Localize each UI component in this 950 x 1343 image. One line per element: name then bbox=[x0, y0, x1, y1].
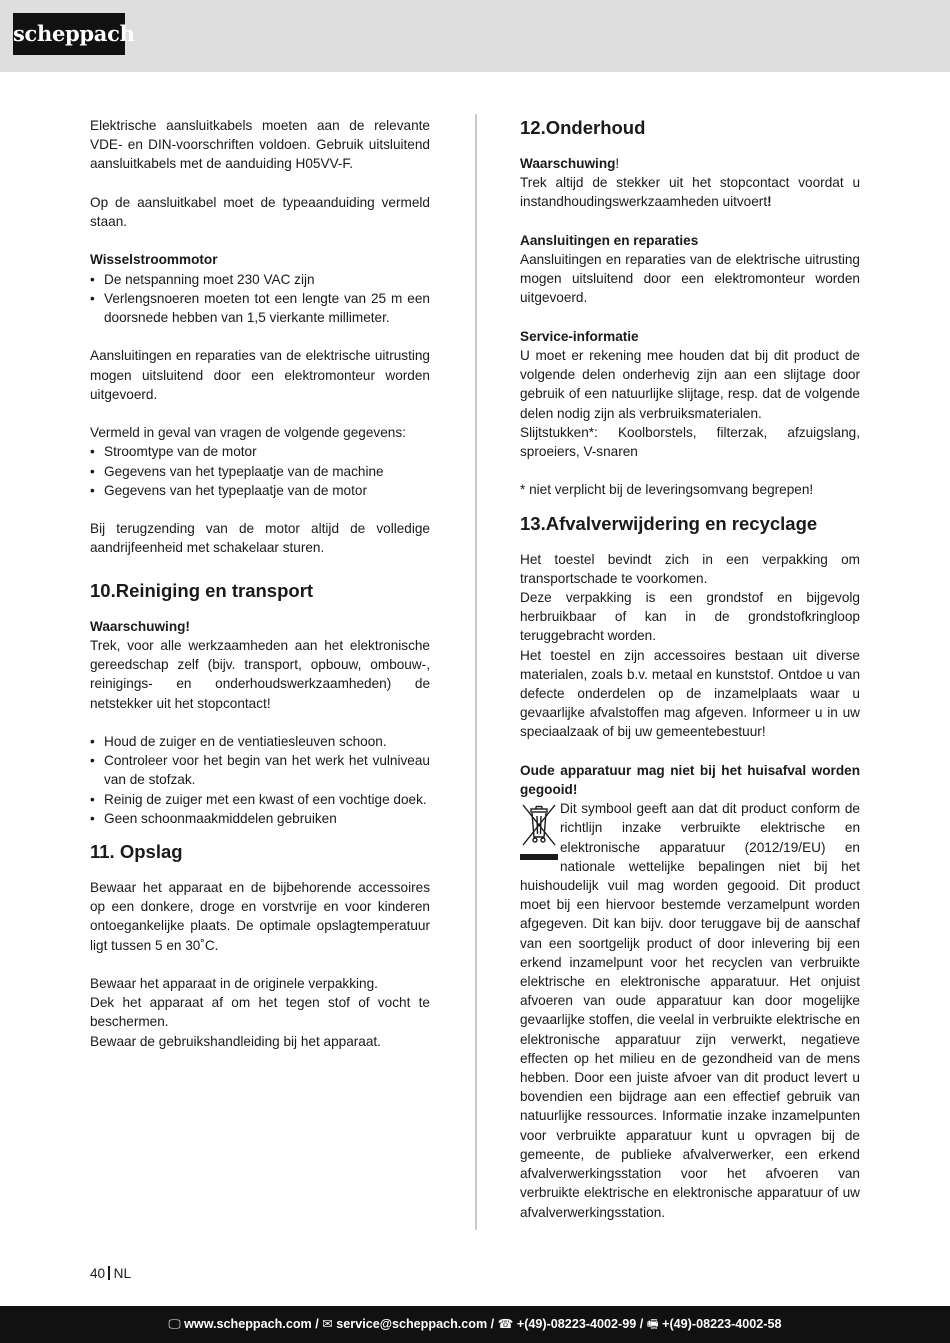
warning-paragraph: Trek, voor alle werkzaamheden aan het elektronische gereedschap zelf (bijv. transport, opbouw, ombouw-, reinigings- en onderhoudswerkzaamheden) de netstekker uit het stopcontact! bbox=[90, 637, 430, 711]
language-code: NL bbox=[113, 1266, 132, 1281]
phone-icon: ☎ bbox=[497, 1317, 514, 1331]
left-column bbox=[90, 116, 430, 1051]
list-item: • Gegevens van het typeplaatje van de machine bbox=[90, 462, 430, 481]
info-list bbox=[90, 442, 430, 500]
list-item: • Verlengsnoeren moeten tot een lengte van 25 m een doorsnede hebben van 1,5 vierkante millimeter. bbox=[90, 289, 430, 327]
monitor-icon: 🖵 bbox=[168, 1317, 181, 1331]
materials-paragraph: Het toestel en zijn accessoires bestaan uit diverse materialen, zoals b.v. metaal en kunststof. Ontdoe u van defecte onderdelen op de inzamelplaats waar u gevaarlijke afvalstoffen mag afgeven. Informeer u in uw speciaalzaak of bij uw gemeentebestuur! bbox=[520, 647, 860, 740]
connections-paragraph: Aansluitingen en reparaties van de elektrische uitrusting mogen uitsluitend door een elektromonteur worden uitgevoerd. bbox=[520, 252, 860, 306]
packaging-paragraph: Het toestel bevindt zich in een verpakking om transportschade te voorkomen. bbox=[520, 551, 860, 586]
section-number: 13. bbox=[520, 512, 546, 534]
fax-number: +(49)-08223-4002-58 bbox=[662, 1317, 782, 1331]
list-item: • Stroomtype van de motor bbox=[90, 442, 430, 461]
cleaning-list bbox=[90, 732, 430, 828]
storage-paragraph: Bewaar het apparaat en de bijbehorende accessoires op een donkere, droge en vorstvrije en voor kinderen ontoegankelijke plaats. De optimale opslagtemperatuur ligt tussen 5 en 30˚C. bbox=[90, 880, 430, 953]
email-link[interactable]: service@scheppach.com / bbox=[336, 1317, 495, 1331]
section-12-heading bbox=[520, 116, 860, 154]
connections-heading: Aansluitingen en reparaties bbox=[520, 232, 699, 248]
page-separator bbox=[108, 1266, 110, 1280]
maintenance-warning-text: Trek altijd de stekker uit het stopcontact voordat u instandhoudingswerkzaamheden uitvoert! bbox=[520, 175, 860, 210]
section-number: 11. bbox=[90, 841, 115, 862]
list-item: • Houd de zuiger en de ventiatiesleuven schoon. bbox=[90, 732, 430, 751]
section-title: Reiniging en transport bbox=[115, 579, 314, 601]
section-title: Opslag bbox=[119, 841, 183, 862]
weee-paragraph: Dit symbool geeft aan dat dit product conform de richtlijn inzake verbruikte elektrische en elektronische apparatuur (2012/19/EU) en nationale wettelijke bepalingen niet bij het huishoudelijk vuil mag worden gegooid. Dit product moet bij een hiervoor bestemde verzamelpunt worden afgegeven. Dit kan bijv. door teruggave bij de aanschaf van een soortgelijk product of door inlevering bij een erkend inzamelpunt voor het recyclen van verbruikte elektrische en elektronische apparatuur. Het onjuist afvoeren van oude apparatuur kan door mogelijke gevaarlijke stoffen, die veelal in verbruikte elektrische en elektronische apparatuur zijn verwerkt, negatieve effecten op het milieu en de gezondheid van de mens hebben. Door een juiste afvoer van dit product levert u bovendien een bijdrage aan een effectief gebruik van natuurlijke ressources. Informatie inzake inzamelpunten voor verbruikte apparatuur kunt u opvragen bij de gemeente, de publieke afvalverwerker, een erkend afvalverwerkingsstation voor het afvoeren van verbruikte elektrische en elektronische apparatuur of uw afvalverwerkingsstation. bbox=[520, 801, 860, 1220]
motor-heading: Wisselstroommotor bbox=[90, 252, 218, 268]
page-number: 40 NL bbox=[90, 1266, 132, 1281]
repairs-paragraph: Aansluitingen en reparaties van de elektrische uitrusting mogen uitsluitend door een elektromonteur worden uitgevoerd. bbox=[90, 348, 430, 402]
website-link[interactable]: www.scheppach.com / bbox=[184, 1317, 319, 1331]
fax-icon: 🖷 bbox=[646, 1317, 659, 1331]
scheppach-logo: scheppach bbox=[13, 13, 125, 55]
return-paragraph: Bij terugzending van de motor altijd de volledige aandrijfeenheid met schakelaar sturen. bbox=[90, 521, 430, 556]
section-11-heading bbox=[90, 838, 430, 878]
envelope-icon: ✉ bbox=[322, 1317, 333, 1331]
maintenance-warning: Waarschuwing! bbox=[520, 156, 620, 171]
section-number: 12. bbox=[520, 117, 546, 138]
storage-manual-line: Bewaar de gebruikshandleiding bij het apparaat. bbox=[90, 1033, 381, 1049]
motor-list bbox=[90, 270, 430, 328]
section-title: Onderhoud bbox=[545, 117, 646, 138]
right-column bbox=[520, 116, 860, 1222]
phone-number: +(49)-08223-4002-99 / bbox=[516, 1317, 644, 1331]
recycling-paragraph: Deze verpakking is een grondstof en bijgevolg herbruikbaar of kan in de grondstofkringloop teruggebracht worden. bbox=[520, 590, 860, 644]
list-item: • De netspanning moet 230 VAC zijn bbox=[90, 270, 430, 289]
crossed-out-bin-icon bbox=[520, 803, 558, 865]
type-designation-paragraph: Op de aansluitkabel moet de typeaanduiding vermeld staan. bbox=[90, 194, 430, 229]
list-item: • Reinig de zuiger met een kwast of een vochtige doek. bbox=[90, 790, 430, 809]
column-divider bbox=[475, 114, 477, 1230]
list-item: • Controleer voor het begin van het werk het vulniveau van de stofzak. bbox=[90, 751, 430, 789]
footnote: * niet verplicht bij de leveringsomvang begrepen! bbox=[520, 482, 814, 498]
storage-cover-line: Dek het apparaat af om het tegen stof of vocht te beschermen. bbox=[90, 995, 430, 1030]
cable-paragraph: Elektrische aansluitkabels moeten aan de relevante VDE- en DIN-voorschriften voldoen. Gebruik uitsluitend aansluitkabels met de aanduiding H05VV-F. bbox=[90, 118, 430, 172]
warning-heading: Waarschuwing! bbox=[90, 618, 190, 634]
page-header bbox=[0, 0, 950, 72]
wear-parts-paragraph: Slijtstukken*: Koolborstels, filterzak, afzuigslang, sproeiers, V-snaren bbox=[520, 424, 860, 460]
section-10-heading bbox=[90, 577, 430, 617]
list-item: • Geen schoonmaakmiddelen gebruiken bbox=[90, 809, 430, 828]
service-paragraph: U moet er rekening mee houden dat bij dit product de volgende delen onderhevig zijn aan een slijtage door gebruik of een natuurlijke slijtage, resp. dat de volgende delen nodig zijn als verbruiksmaterialen. bbox=[520, 348, 860, 421]
storage-packaging-line: Bewaar het apparaat in de originele verpakking. bbox=[90, 976, 378, 991]
questions-paragraph: Vermeld in geval van vragen de volgende gegevens: bbox=[90, 425, 406, 441]
old-equipment-heading: Oude apparatuur mag niet bij het huisafval worden gegooid! bbox=[520, 762, 860, 798]
list-item: • Gegevens van het typeplaatje van de motor bbox=[90, 481, 430, 500]
service-heading: Service-informatie bbox=[520, 328, 639, 344]
section-number: 10. bbox=[90, 579, 116, 601]
weee-block bbox=[520, 799, 860, 1221]
section-title: Afvalverwijdering en recyclage bbox=[545, 512, 818, 534]
section-13-heading bbox=[520, 510, 860, 550]
page-footer bbox=[0, 1306, 950, 1343]
